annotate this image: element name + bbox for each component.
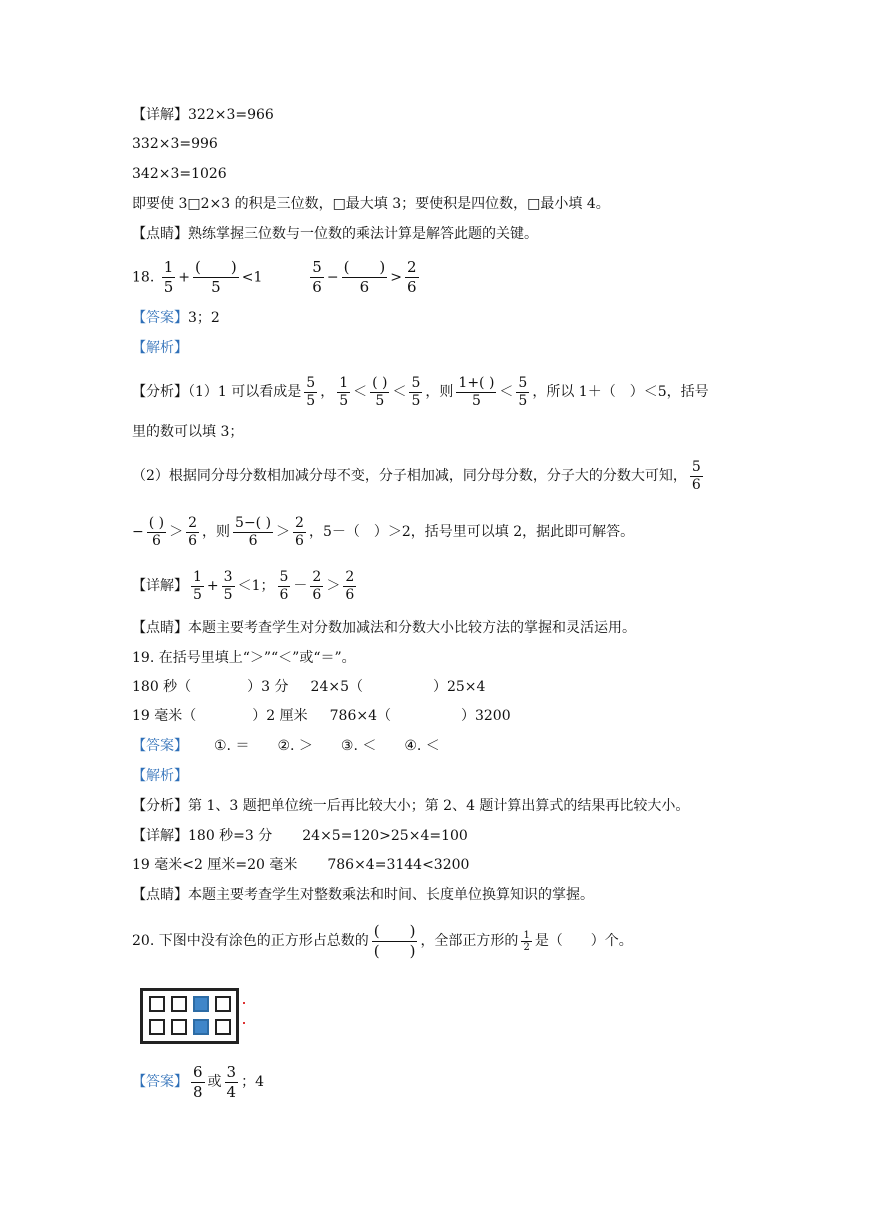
q17-point: 【点睛】熟练掌握三位数与一位数的乘法计算是解答此题的关键。 xyxy=(132,226,538,242)
red-mark xyxy=(243,1002,245,1004)
q19-detail2: 19 毫米<2 厘米=20 毫米 786×4=3144<3200 xyxy=(132,857,470,873)
q17-detail-line2: 332×3=996 xyxy=(132,136,218,152)
q20-half-fraction: $\frac{1}{2}$ xyxy=(523,929,530,953)
q19-analysis: 【分析】第 1、3 题把单位统一后再比较大小；第 2、4 题计算出算式的结果再比较大小。 xyxy=(132,798,690,814)
square-unshaded xyxy=(215,996,231,1012)
q19-row1: 180 秒（ ）3 分 24×5（ ）25×4 xyxy=(132,679,486,695)
q17-detail-line1: 【详解】322×3=966 xyxy=(132,107,274,123)
q18-detail: 【详解】 $\frac{1}{5}$ + $\frac{3}{5}$ ＜1； $\frac{5}{6}$ － $\frac{2}{6}$ ＞ $\frac{2}{6}$ xyxy=(132,568,355,603)
square-shaded xyxy=(193,996,209,1012)
q18-frac-blank-6: $\frac{( )}{6}$ xyxy=(343,258,386,296)
q19-detail1: 【详解】180 秒=3 分 24×5=120>25×4=100 xyxy=(132,828,468,844)
q18-answer: 【答案】3；2 xyxy=(132,310,220,326)
q18-question: 18. $\frac{1}{5}$ + $\frac{( )}{5}$ <1 $\frac{5}{6}$ − $\frac{( )}{6}$ > $\frac{2}{6}$ xyxy=(132,258,417,296)
red-mark xyxy=(243,1022,245,1024)
q19-row2: 19 毫米（ ）2 厘米 786×4（ ）3200 xyxy=(132,708,511,724)
square-shaded xyxy=(193,1019,209,1035)
square-unshaded xyxy=(149,996,165,1012)
q17-detail-line3: 342×3=1026 xyxy=(132,166,227,182)
q18-analysis-1: 【分析】（1）1 可以看成是 $\frac{5}{5}$ ， $\frac{1}{5}$ ＜ $\frac{( )}{5}$ ＜ $\frac{5}{5}$ ，则 $\frac{1+( )}{5}$ ＜ $\frac{5}{5}$ ，所以 1＋（ ）＜5，括号 xyxy=(132,374,709,409)
q18-frac-1-5: $\frac{1}{5}$ xyxy=(163,258,174,296)
q18-frac-5-6: $\frac{5}{6}$ xyxy=(312,258,322,296)
square-unshaded xyxy=(171,996,187,1012)
square-unshaded xyxy=(215,1019,231,1035)
q19-analysis-tag: 【解析】 xyxy=(132,768,188,784)
square-unshaded xyxy=(149,1019,165,1035)
q20-question: 20. 下图中没有涂色的正方形占总数的 $\frac{( )}{( )}$ ，全部正方形的 $\frac{1}{2}$ 是（ ）个。 xyxy=(132,921,633,960)
q18-frac-blank-5: $\frac{( )}{5}$ xyxy=(195,258,237,296)
q17-detail-line4: 即要使 3□2×3 的积是三位数，□最大填 3；要使积是四位数，□最小填 4。 xyxy=(132,196,610,212)
q19-question: 19. 在括号里填上“＞”“＜”或“＝”。 xyxy=(132,650,356,666)
q19-answer: 【答案】 ①. ＝ ②. ＞ ③. ＜ ④. ＜ xyxy=(132,738,440,754)
q18-analysis-1-cont: 里的数可以填 3； xyxy=(132,424,244,440)
q20-answer: 【答案】 $\frac{6}{8}$ 或 $\frac{3}{4}$ ；4 xyxy=(132,1062,265,1101)
q19-point: 【点睛】本题主要考查学生对整数乘法和时间、长度单位换算知识的掌握。 xyxy=(132,887,594,903)
q18-analysis-tag: 【解析】 xyxy=(132,340,188,356)
squares-figure xyxy=(140,988,239,1044)
q20-blank-fraction: $\frac{( )}{( )}$ xyxy=(373,921,416,960)
q18-point: 【点睛】本题主要考查学生对分数加减法和分数大小比较方法的掌握和灵活运用。 xyxy=(132,620,636,636)
square-unshaded xyxy=(171,1019,187,1035)
q18-analysis-2: （2）根据同分母分数相加减分母不变，分子相加减，同分母分数，分子大的分数大可知， $\frac{5}{6}$ xyxy=(132,458,701,493)
q18-frac-2-6: $\frac{2}{6}$ xyxy=(407,258,417,296)
q18-analysis-2-cont: − $\frac{( )}{6}$ ＞ $\frac{2}{6}$ ，则 $\frac{5-( )}{6}$ ＞ $\frac{2}{6}$ ，5－（ ）＞2，括号里可以填 2，据此即可解答。 xyxy=(132,514,635,549)
